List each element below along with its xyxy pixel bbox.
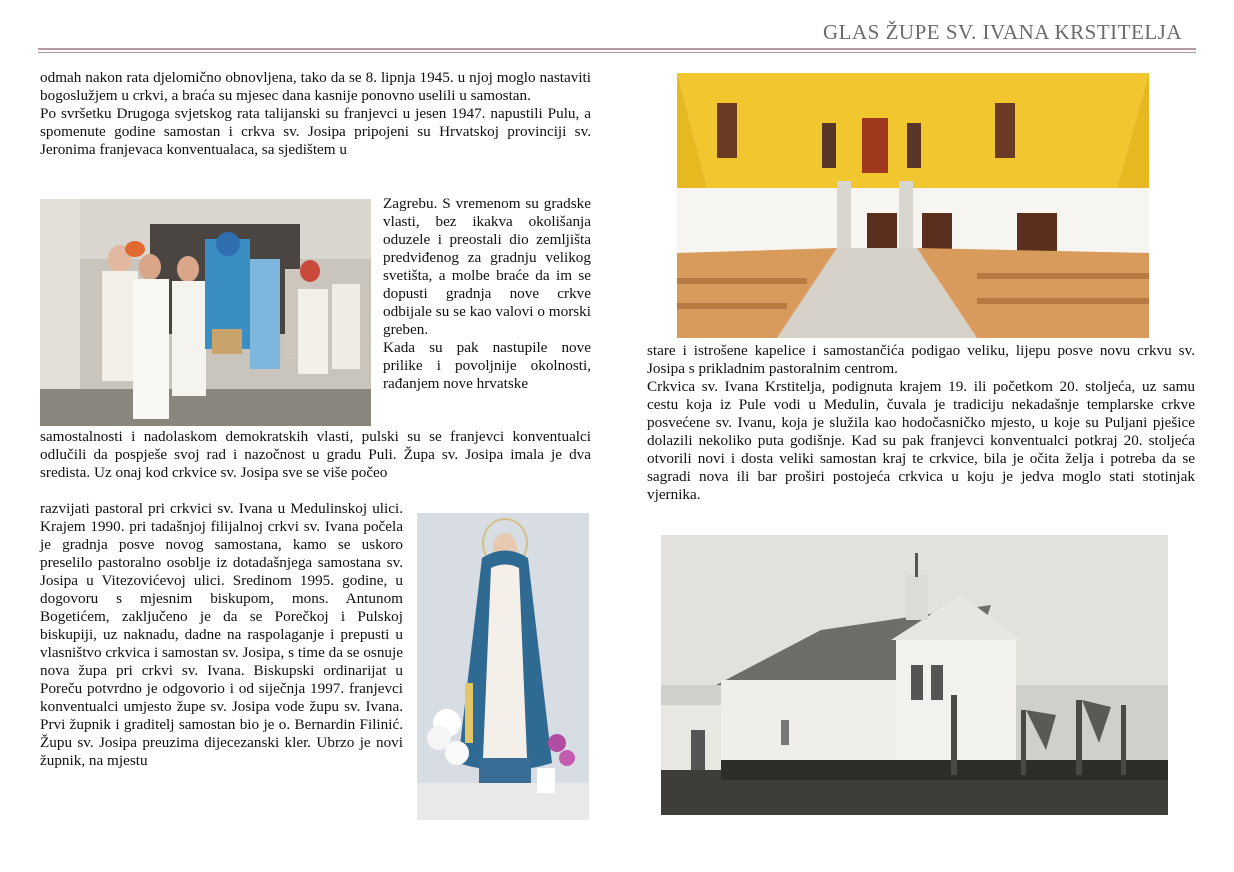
paragraph-wrap-right: Zagrebu. S vremenom su gradske vlasti, bez ikakva okolišanja oduzele i preostali dio zemljišta predviđenog za gradnju velikog svetišta, a molbe braće da im se dopusti gradnja nove crkve odbijale su se kao valovi o morski greben. Kada su pak nastupile nove prilike i povoljnije okolnosti, rađanjem nove hrvatske xyxy=(383,195,591,392)
photo-church-interior xyxy=(677,73,1149,338)
paragraph-wrap-left: razvijati pastoral pri crkvici sv. Ivana u Medulinskoj ulici. Krajem 1990. pri tadašnjoj filijalnoj crkvi sv. Ivana počela je gradnja posve novog samostana, kamo se uskoro preselilo pastoralno osoblje iz dotadašnjega samostana sv. Josipa u Vitezovićevoj ulici. Sredinom 1995. godine, u dogovoru s mjesnim biskupom, mons. Antunom Bogetićem, zaključeno je da se Porečkoj i Pulskoj biskupiji, uz naknadu, dadne na raspolaganje i prepusti u vlasništvo crkvica i samostan sv. Josipa, s time da se osnuje nova župa pri crkvi sv. Ivana. Biskupski ordinarijat u Poreču potvrdno je odgovorio i od siječnja 1997. franjevci konventualci umjesto župe sv. Josipa vode župu sv. Ivana. Prvi župnik i graditelj samostan bio je o. Bernardin Filinić. Župu sv. Josipa preuzima dijecezanski kler. Ubrzo je novi župnik, na mjestu xyxy=(40,500,403,769)
photo-nativity-play xyxy=(40,199,371,426)
header-rule xyxy=(38,48,1196,50)
header-rule-thin xyxy=(38,52,1196,53)
photo-madonna-statue xyxy=(417,513,589,820)
photo-old-chapel xyxy=(661,535,1168,815)
paragraph-intro: odmah nakon rata djelomično obnovljena, tako da se 8. lipnja 1945. u njoj moglo nastaviti bogoslužjem u crkvi, a braća su mjesec dana kasnije ponovno uselili u samostan. Po svršetku Drugoga svjetskog rata talijanski su franjevci u jesen 1947. napustili Pulu, a spomenute godine samostan i crkva sv. Josipa pripojeni su Hrvatskoj provinciji sv. Jeronima franjevaca konventualaca, sa sjedištem u xyxy=(40,69,591,158)
paragraph-right-column: stare i istrošene kapelice i samostančića podigao veliku, lijepu posve novu crkvu sv. Josipa s prikladnim pastoralnim centrom. Crkvica sv. Ivana Krstitelja, podignuta krajem 19. ili početkom 20. stoljeća, uz samu cestu koja iz Pule vodi u Medulin, čuvala je tradiciju nekadašnje templarske crkve posvećene sv. Ivanu, koja je služila kao hodočasničko mjesto, u koje su Puljani pješice dolazili nekoliko puta godišnje. Kad su pak franjevci konventualci potkraj 20. stoljeća otvorili novi i dosta veliki samostan kraj te crkvice, bila je očita želja i potreba da se sagradi nova ili bar proširi postojeća crkvica u koju je jedva moglo stati stotinjak vjernika. xyxy=(647,342,1195,503)
publication-title: GLAS ŽUPE SV. IVANA KRSTITELJA xyxy=(822,20,1182,44)
paragraph-full-width: samostalnosti i nadolaskom demokratskih vlasti, pulski su se franjevci konventualci odlučili da pospješe svoj rad i nazočnost u gradu Puli. Župa sv. Josipa imala je dva sredista. Uz onaj kod crkvice sv. Josipa sve se više počeo xyxy=(40,428,591,481)
